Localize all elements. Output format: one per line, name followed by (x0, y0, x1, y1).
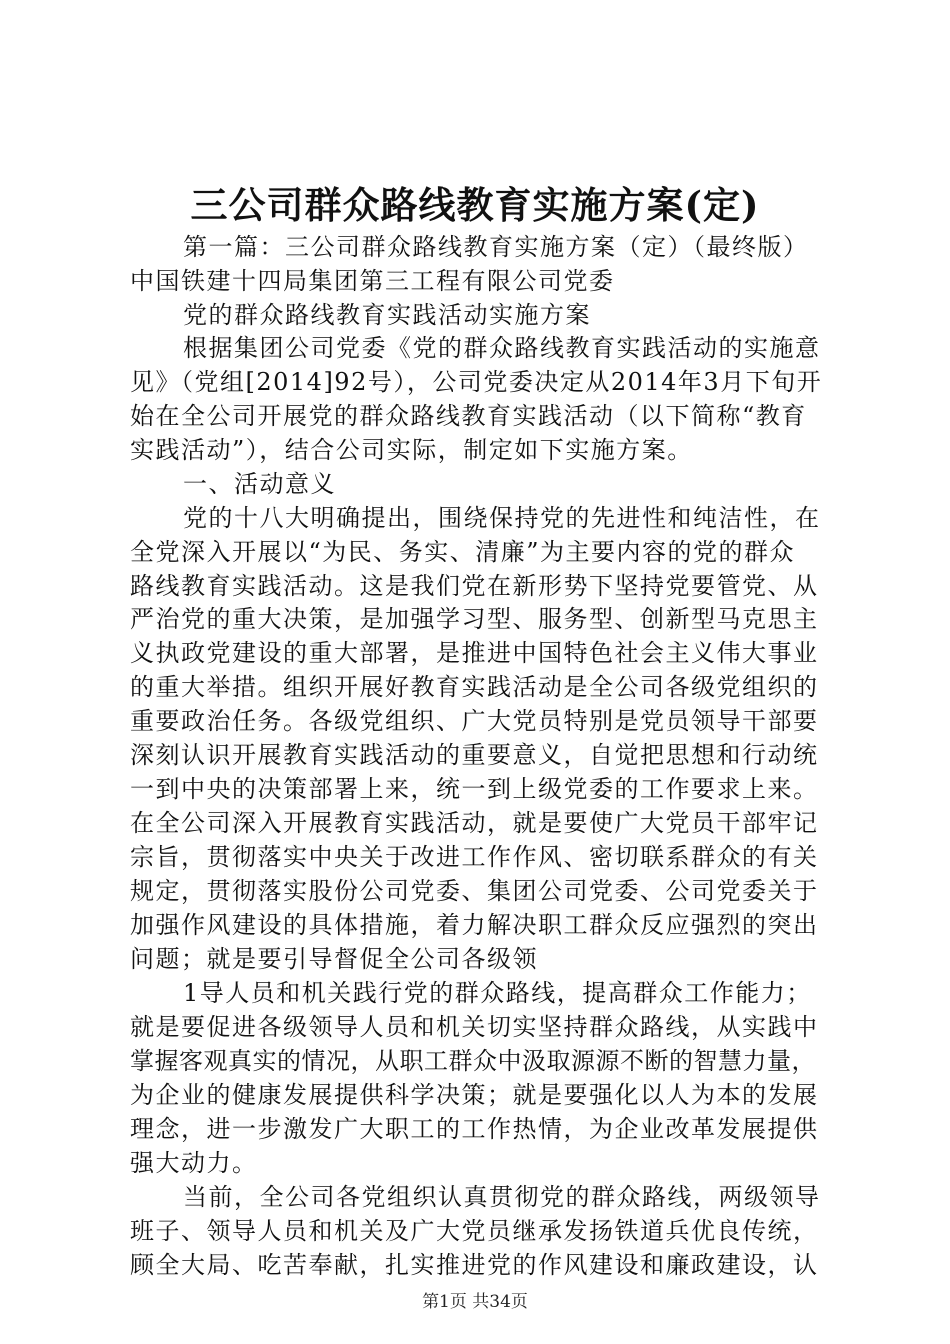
text-line: 实践活动”），结合公司实际，制定如下实施方案。 (130, 436, 693, 464)
text-line: 中国铁建十四局集团第三工程有限公司党委 (130, 267, 615, 295)
text-line: 严治党的重大决策，是加强学习型、服务型、创新型马克思主 (130, 605, 819, 633)
text-line: 班子、领导人员和机关及广大党员继承发扬铁道兵优良传统， (130, 1217, 819, 1245)
text-line: 重要政治任务。各级党组织、广大党员特别是党员领导干部要 (130, 707, 819, 735)
text-line: 宗旨，贯彻落实中央关于改进工作作风、密切联系群众的有关 (130, 843, 819, 871)
text-line: 党的十八大明确提出，围绕保持党的先进性和纯洁性，在 (183, 504, 821, 532)
page-footer: 第1页 共34页 (422, 1292, 528, 1312)
document-title: 三公司群众路线教育实施方案(定) (190, 183, 760, 227)
text-line: 第一篇：三公司群众路线教育实施方案（定）（最终版） (183, 233, 809, 261)
text-line: 就是要促进各级领导人员和机关切实坚持群众路线，从实践中 (130, 1013, 819, 1041)
text-line: 为企业的健康发展提供科学决策；就是要强化以人为本的发展 (130, 1081, 819, 1109)
text-line: 理念，进一步激发广大职工的工作热情，为企业改革发展提供 (130, 1115, 819, 1143)
text-line: 深刻认识开展教育实践活动的重要意义，自觉把思想和行动统 (130, 741, 819, 769)
text-line: 规定，贯彻落实股份公司党委、集团公司党委、公司党委关于 (130, 877, 819, 905)
text-line: 强大动力。 (130, 1149, 258, 1177)
text-line: 当前，全公司各党组织认真贯彻党的群众路线，两级领导 (183, 1183, 821, 1211)
text-line: 问题；就是要引导督促全公司各级领 (130, 945, 538, 973)
text-line: 顾全大局、吃苦奉献，扎实推进党的作风建设和廉政建设，认 (130, 1251, 819, 1279)
section-heading: 一、活动意义 (183, 470, 336, 498)
text-line: 在全公司深入开展教育实践活动，就是要使广大党员干部牢记 (130, 809, 819, 837)
text-line: 1导人员和机关践行党的群众路线，提高群众工作能力； (183, 979, 812, 1007)
text-line: 的重大举措。组织开展好教育实践活动是全公司各级党组织的 (130, 673, 819, 701)
text-line: 党的群众路线教育实践活动实施方案 (183, 301, 591, 329)
text-line: 一到中央的决策部署上来，统一到上级党委的工作要求上来。 (130, 775, 819, 803)
text-line: 义执政党建设的重大部署，是推进中国特色社会主义伟大事业 (130, 639, 819, 667)
text-line: 根据集团公司党委《党的群众路线教育实践活动的实施意 (183, 334, 821, 362)
text-line: 始在全公司开展党的群众路线教育实践活动（以下简称“教育 (130, 402, 807, 430)
text-line: 加强作风建设的具体措施，着力解决职工群众反应强烈的突出 (130, 911, 819, 939)
text-line: 全党深入开展以“为民、务实、清廉”为主要内容的党的群众 (130, 538, 796, 566)
text-line: 路线教育实践活动。这是我们党在新形势下坚持党要管党、从 (130, 572, 819, 600)
text-line: 掌握客观真实的情况，从职工群众中汲取源源不断的智慧力量， (130, 1047, 816, 1075)
text-line: 见》（党组[2014]92号），公司党委决定从2014年3月下旬开 (130, 368, 823, 396)
